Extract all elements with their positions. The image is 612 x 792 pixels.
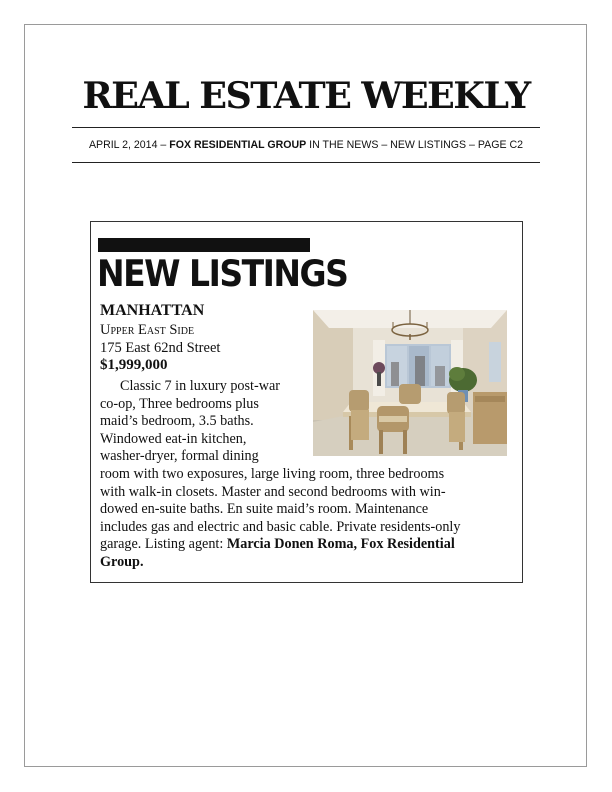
description-line: maid’s bedroom, 3.5 baths. <box>100 413 254 430</box>
dateline <box>72 139 540 151</box>
dining-room-photo-art <box>313 310 507 456</box>
listing-borough: MANHATTAN <box>100 302 205 319</box>
description-line: Classic 7 in luxury post-war <box>120 378 280 394</box>
description-line: with walk-in closets. Master and second bedrooms with win- <box>100 483 446 500</box>
agent-prefix: garage. Listing agent: <box>100 536 227 553</box>
dining-room-photo <box>313 310 507 456</box>
description-line: washer-dryer, formal dining <box>100 448 259 465</box>
dateline-prefix: APRIL 2, 2014 – <box>88 139 170 151</box>
news-clipping <box>90 221 523 583</box>
description-line: dowed en-suite baths. En suite maid’s room. Maintenance <box>100 501 429 518</box>
listing-neighborhood: Upper East Side <box>100 322 195 338</box>
masthead-title: REAL ESTATE WEEKLY <box>82 74 530 117</box>
listing-description-top <box>100 378 298 466</box>
masthead-rule-bottom <box>72 162 540 163</box>
clipping-heading: NEW LISTINGS <box>97 252 348 295</box>
listing-price: $1,999,000 <box>100 357 168 373</box>
dateline-company: FOX RESIDENTIAL GROUP <box>169 139 307 151</box>
listing-description-bottom <box>100 466 508 572</box>
listing-agent-tail: Group. <box>100 553 144 570</box>
description-line: Windowed eat-in kitchen, <box>100 430 247 447</box>
description-line: room with two exposures, large living room, three bedrooms <box>100 466 445 482</box>
description-line: includes gas and electric and basic cable. Private residents-only <box>100 518 461 535</box>
description-line: co-op, Three bedrooms plus <box>100 395 259 412</box>
masthead-rule-top <box>72 127 540 128</box>
listing-agent: Marcia Donen Roma, Fox Residential <box>226 536 455 553</box>
clipping-header-bar <box>98 238 310 252</box>
description-line-agent <box>100 536 508 554</box>
listing-address: 175 East 62nd Street <box>100 340 221 356</box>
dateline-suffix: IN THE NEWS – NEW LISTINGS – PAGE C2 <box>306 139 524 151</box>
